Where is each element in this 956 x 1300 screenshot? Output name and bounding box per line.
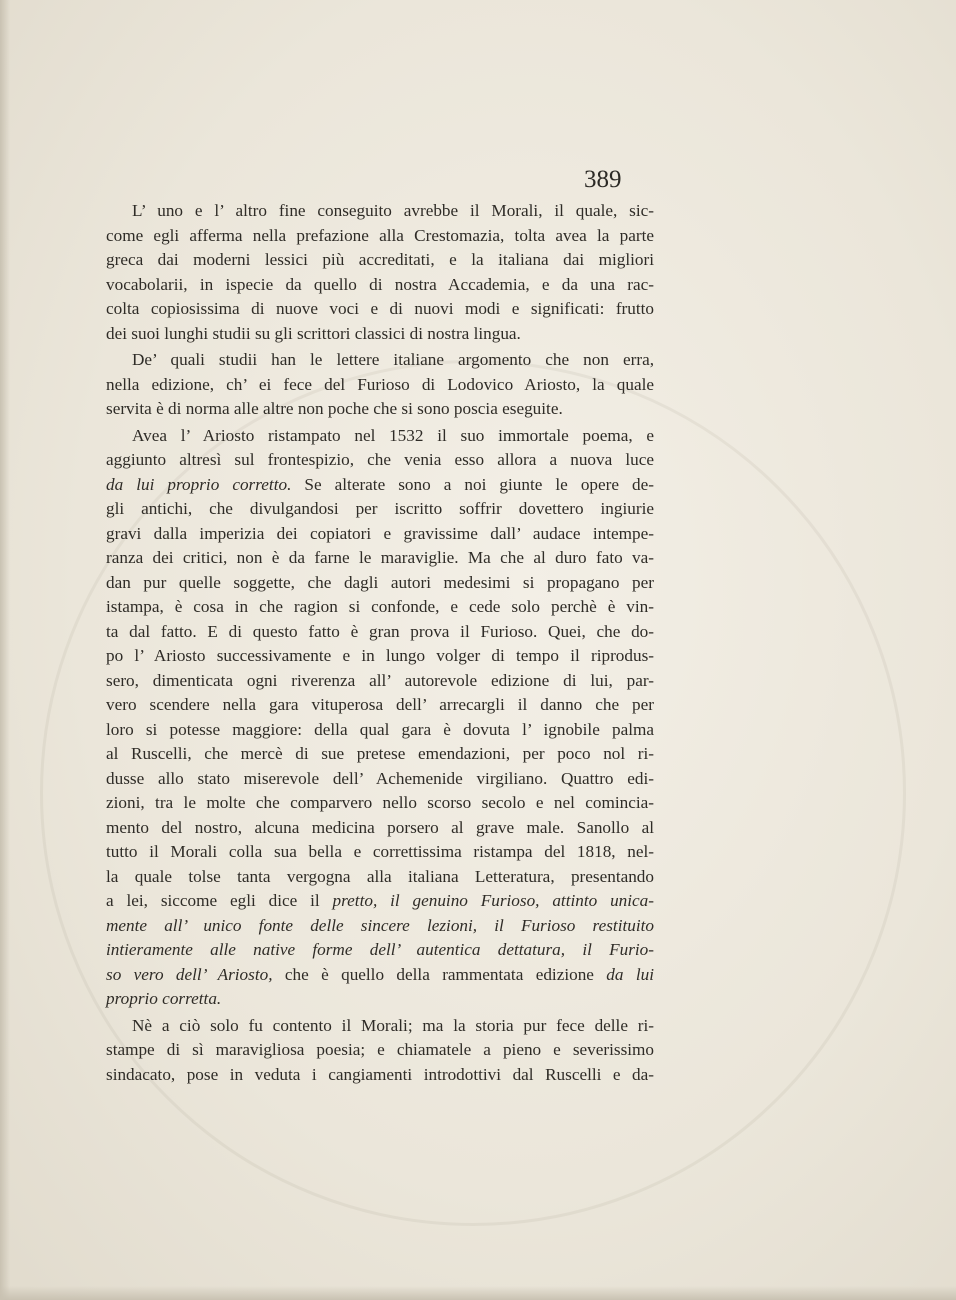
text-segment: dan pur quelle soggette, che dagli autori medesimi si propagano per <box>106 572 654 592</box>
text-segment: ta dal fatto. E di questo fatto è gran prova il Furioso. Quei, che do- <box>106 621 654 641</box>
text-line <box>106 816 654 841</box>
text-segment: vero scendere nella gara vituperosa dell’ arrecargli il danno che per <box>106 695 654 714</box>
text-line <box>106 865 654 890</box>
text-line <box>106 199 654 224</box>
text-line <box>106 889 654 914</box>
text-segment: stampe di sì maravigliosa poesia; e chiamatele a pieno e severissimo <box>106 1040 654 1059</box>
italic-segment: proprio corretta. <box>106 989 222 1008</box>
text-line <box>106 1014 654 1039</box>
text-line <box>106 373 654 398</box>
text-segment: zioni, tra le molte che comparvero nello scorso secolo e nel comincia- <box>106 793 654 812</box>
text-line <box>106 248 654 273</box>
text-line <box>106 767 654 792</box>
body-text <box>106 199 654 1087</box>
text-line <box>106 1063 654 1088</box>
text-segment: Se alterate sono a noi giunte le opere de- <box>291 474 654 494</box>
paragraph <box>106 1014 654 1088</box>
text-segment: colta copiosissima di nuove voci e di nuovi modi e significati: frutto <box>106 299 654 318</box>
text-line <box>106 914 654 939</box>
text-line <box>106 473 654 498</box>
text-line <box>106 448 654 473</box>
text-segment: a lei, siccome egli dice il <box>106 891 333 910</box>
text-line <box>106 397 654 422</box>
page-bottom-shadow <box>0 1286 956 1300</box>
paragraph <box>106 348 654 422</box>
paragraph <box>106 199 654 346</box>
text-line <box>106 348 654 373</box>
text-line <box>106 718 654 743</box>
text-line <box>106 522 654 547</box>
text-segment: dusse allo stato miserevole dell’ Achemenide virgiliano. Quattro edi- <box>106 768 654 788</box>
text-segment: po l’ Ariosto successivamente e in lungo volger di tempo il riprodus- <box>106 646 654 665</box>
page-edge-shadow <box>0 0 10 1300</box>
text-segment: sindacato, pose in veduta i cangiamenti introdottivi dal Ruscelli e da- <box>106 1064 654 1084</box>
text-segment: che è quello della rammentata edizione <box>272 964 607 984</box>
text-line <box>106 595 654 620</box>
text-line <box>106 1038 654 1063</box>
text-segment: vocabolarii, in ispecie da quello di nostra Accademia, e da una rac- <box>106 274 654 294</box>
text-line <box>106 669 654 694</box>
text-segment: Avea l’ Ariosto ristampato nel 1532 il suo immortale poema, e <box>132 425 654 445</box>
text-segment: sero, dimenticata ogni riverenza all’ autorevole edizione di lui, par- <box>106 670 654 690</box>
text-segment: mento del nostro, alcuna medicina porsero al grave male. Sanollo al <box>106 817 654 837</box>
text-line <box>106 571 654 596</box>
text-line <box>106 644 654 669</box>
italic-segment: mente all’ unico fonte delle sincere lezioni, il Furioso restituito <box>106 915 654 935</box>
text-segment: greca dai moderni lessici più accreditati, e la italiana dai migliori <box>106 250 654 269</box>
text-segment: nella edizione, ch’ ei fece del Furioso di Lodovico Ariosto, la quale <box>106 374 654 394</box>
text-line <box>106 742 654 767</box>
italic-segment: pretto, il genuino Furioso, attinto unica- <box>332 891 654 910</box>
text-line <box>106 987 654 1012</box>
text-line <box>106 224 654 249</box>
text-segment: servita è di norma alle altre non poche che si sono poscia eseguite. <box>106 399 563 418</box>
text-segment: ranza dei critici, non è da farne le maraviglie. Ma che al duro fato va- <box>106 548 654 567</box>
text-segment: al Ruscelli, che mercè di sue pretese emendazioni, per poco nol ri- <box>106 744 654 763</box>
text-segment: come egli afferma nella prefazione alla Crestomazia, tolta avea la parte <box>106 225 654 245</box>
text-segment: Nè a ciò solo fu contento il Morali; ma la storia pur fece delle ri- <box>132 1015 654 1035</box>
text-segment: gravi dalla imperizia dei copiatori e gravissime dall’ audace intempe- <box>106 523 654 543</box>
text-segment: dei suoi lunghi studii su gli scrittori classici di nostra lingua. <box>106 323 521 343</box>
italic-segment: so vero dell’ Ariosto, <box>106 964 273 984</box>
text-line <box>106 693 654 718</box>
page-number: 389 <box>584 166 622 193</box>
text-line <box>106 620 654 645</box>
text-segment: tutto il Morali colla sua bella e correttissima ristampa del 1818, nel- <box>106 842 654 861</box>
italic-segment: da lui <box>606 964 655 984</box>
text-line <box>106 322 654 347</box>
text-segment: gli antichi, che divulgandosi per iscritto soffrir dovettero ingiurie <box>106 499 654 518</box>
paragraph <box>106 424 654 1012</box>
text-line <box>106 273 654 298</box>
text-line <box>106 297 654 322</box>
text-line <box>106 497 654 522</box>
text-line <box>106 791 654 816</box>
text-segment: De’ quali studii han le lettere italiane argomento che non erra, <box>132 350 654 369</box>
text-line <box>106 546 654 571</box>
text-line <box>106 963 654 988</box>
text-line <box>106 840 654 865</box>
text-segment: istampa, è cosa in che ragion si confonde, e cede solo perchè è vin- <box>106 597 654 616</box>
italic-segment: intieramente alle native forme dell’ autentica dettatura, il Furio- <box>106 940 654 959</box>
text-segment: L’ uno e l’ altro fine conseguito avrebbe il Morali, il quale, sic- <box>132 201 654 220</box>
text-line <box>106 424 654 449</box>
text-segment: aggiunto altresì sul frontespizio, che venia esso allora a nuova luce <box>106 450 654 469</box>
text-line <box>106 938 654 963</box>
text-segment: la quale tolse tanta vergogna alla italiana Letteratura, presentando <box>106 866 654 886</box>
italic-segment: da lui proprio corretto. <box>106 474 292 494</box>
text-segment: loro si potesse maggiore: della qual gara è dovuta l’ ignobile palma <box>106 719 654 739</box>
